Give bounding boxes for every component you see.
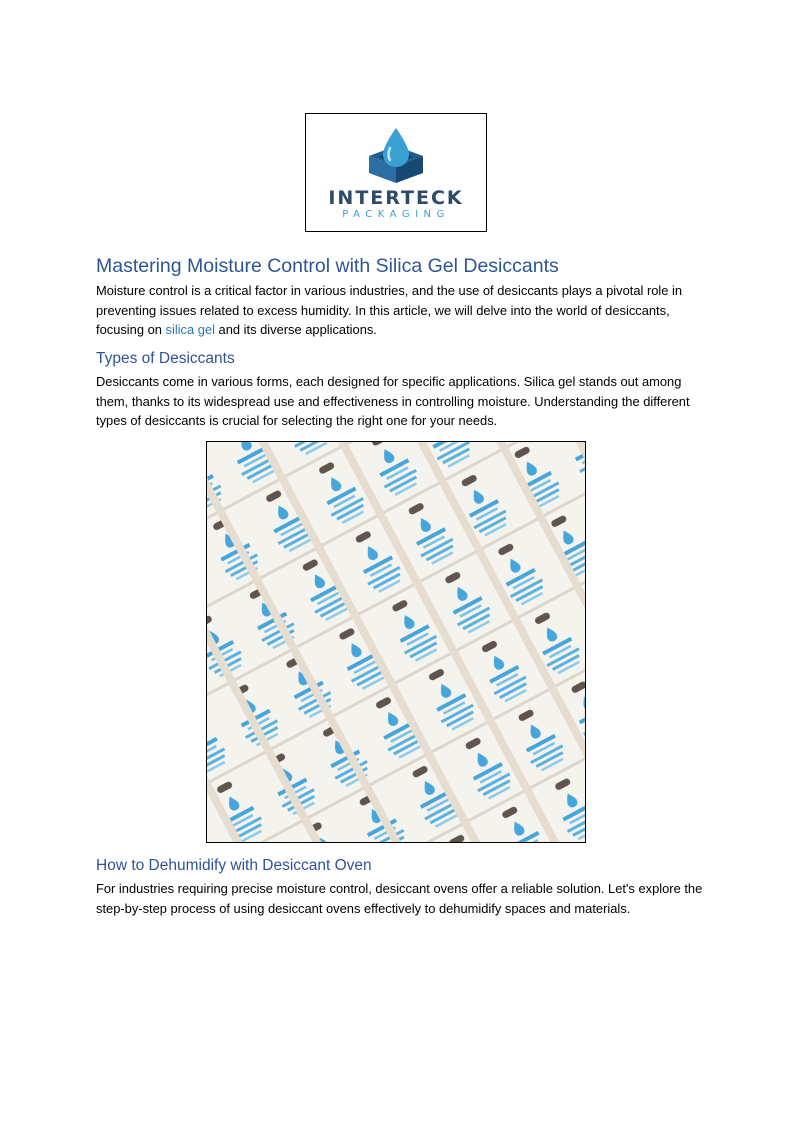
- section-body-oven: For industries requiring precise moisture control, desiccant ovens offer a reliable solution. Let's explore the step-by-step process of using desiccant ovens effectively to dehumidify spaces and materials.: [96, 881, 703, 916]
- section-body-types: Desiccants come in various forms, each designed for specific applications. Silica gel stands out among them, thanks to its widespread use and effectiveness in controlling moisture. Understanding the different types of desiccants is crucial for selecting the right one for your needs.: [96, 374, 690, 429]
- water-drop-box-icon: [361, 126, 431, 186]
- section-heading-oven: How to Dehumidify with Desiccant Oven: [96, 857, 372, 874]
- silica-gel-packets-photo: [206, 441, 586, 843]
- interteck-logo: [305, 113, 487, 232]
- intro-text-start: Moisture control is a critical factor in various industries, and the use of desiccants plays a pivotal role in preventing issues related to excess humidity. In this article, we will delve into the world of desiccants, focusing on: [96, 283, 683, 338]
- article-title: Mastering Moisture Control with Silica Gel Desiccants: [96, 255, 559, 277]
- intro-text-end: and its diverse applications.: [214, 322, 377, 338]
- desiccant-packets-image: [207, 442, 586, 843]
- intro-paragraph: [96, 281, 706, 340]
- silica-gel-link[interactable]: silica gel: [165, 322, 215, 338]
- logo-brand-text: INTERTECK: [328, 187, 464, 209]
- section-heading-types: Types of Desiccants: [96, 350, 235, 367]
- logo-tagline-text: PACKAGING: [342, 209, 450, 220]
